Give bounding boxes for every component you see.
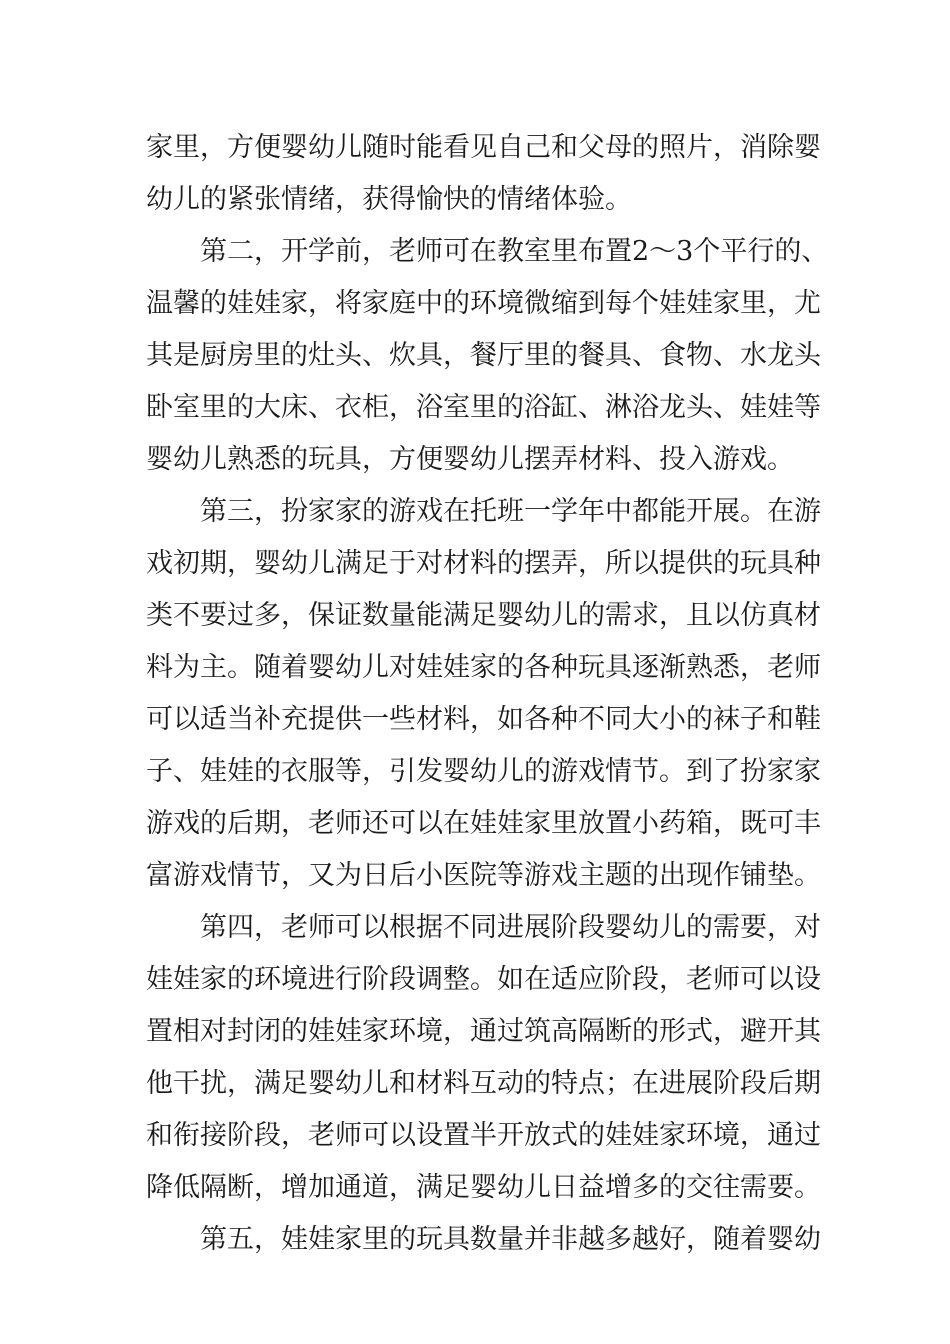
text-line: 第五，娃娃家里的玩具数量并非越多越好，随着婴幼 [200,1224,821,1255]
paragraph [146,226,829,486]
text-line: 富游戏情节，又为日后小医院等游戏主题的出现作铺垫。 [146,860,821,891]
paragraph [146,486,821,902]
text-line: 料为主。随着婴幼儿对娃娃家的各种玩具逐渐熟悉，老师 [146,652,821,683]
paragraph [146,122,821,226]
text-line: 婴幼儿熟悉的玩具，方便婴幼儿摆弄材料、投入游戏。 [146,444,794,475]
text-line: 和衔接阶段，老师可以设置半开放式的娃娃家环境，通过 [146,1120,821,1151]
paragraph [146,1214,821,1266]
text-line: 其是厨房里的灶头、炊具，餐厅里的餐具、食物、水龙头 [146,340,821,371]
text-line: 娃娃家的环境进行阶段调整。如在适应阶段，老师可以设 [146,964,821,995]
text-line: 游戏的后期，老师还可以在娃娃家里放置小药箱，既可丰 [146,808,821,839]
text-line: 类不要过多，保证数量能满足婴幼儿的需求，且以仿真材 [146,600,821,631]
text-line: 可以适当补充提供一些材料，如各种不同大小的袜子和鞋 [146,704,821,735]
text-line: 降低隔断，增加通道，满足婴幼儿日益增多的交往需要。 [146,1172,821,1203]
text-line: 卧室里的大床、衣柜，浴室里的浴缸、淋浴龙头、娃娃等 [146,392,821,423]
paragraph [146,902,821,1214]
text-line: 家里，方便婴幼儿随时能看见自己和父母的照片，消除婴 [146,132,821,163]
text-line: 置相对封闭的娃娃家环境，通过筑高隔断的形式，避开其 [146,1016,821,1047]
text-line: 他干扰，满足婴幼儿和材料互动的特点；在进展阶段后期 [146,1068,821,1099]
text-line: 子、娃娃的衣服等，引发婴幼儿的游戏情节。到了扮家家 [146,756,821,787]
text-line: 温馨的娃娃家，将家庭中的环境微缩到每个娃娃家里，尤 [146,288,821,319]
text-line: 戏初期，婴幼儿满足于对材料的摆弄，所以提供的玩具种 [146,548,821,579]
text-line: 第三，扮家家的游戏在托班一学年中都能开展。在游 [200,496,821,527]
text-line: 第四，老师可以根据不同进展阶段婴幼儿的需要，对 [200,912,821,943]
text-line: 第二，开学前，老师可在教室里布置2～3个平行的、 [200,236,829,267]
body-text [146,122,829,1266]
text-line: 幼儿的紧张情绪，获得愉快的情绪体验。 [146,184,632,215]
